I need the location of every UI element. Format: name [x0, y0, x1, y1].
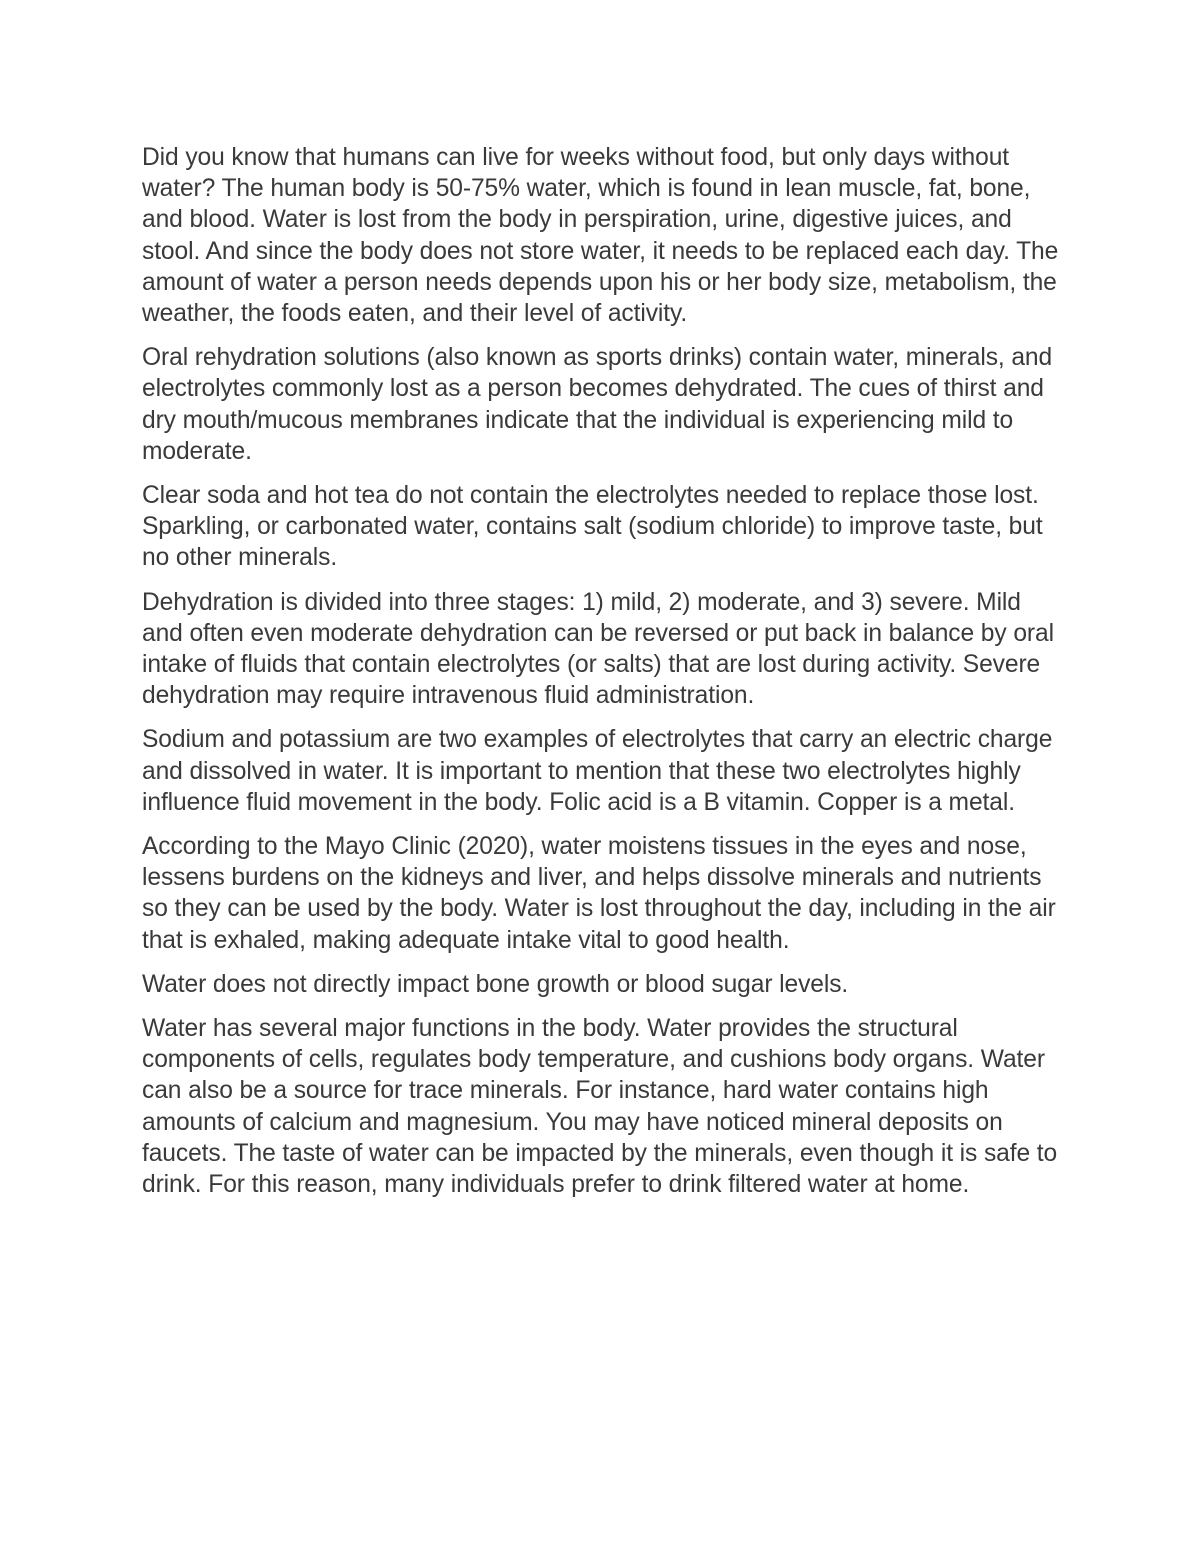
paragraph-clear-soda: Clear soda and hot tea do not contain the electrolytes needed to replace those lost. Sparkling, or carbonated water, contains salt (sodium chloride) to improve taste, but no other minerals. [142, 482, 1043, 572]
paragraph-bone-growth: Water does not directly impact bone growth or blood sugar levels. [142, 970, 849, 998]
paragraph-oral-rehydration: Oral rehydration solutions (also known as sports drinks) contain water, minerals, and electrolytes commonly lost as a person becomes dehydrated. The cues of thirst and dry mouth/mucous membranes indicate that the individual is experiencing mild to moderate. [142, 344, 1053, 465]
document-body [142, 142, 1067, 1213]
paragraph-dehydration-stages: Dehydration is divided into three stages: 1) mild, 2) moderate, and 3) severe. Mild and often even moderate dehydration can be reversed or put back in balance by oral intake of fluids that contain electrolytes (or salts) that are lost during activity. Severe dehydration may require intravenous fluid administration. [142, 588, 1054, 710]
paragraph-water-functions: Water has several major functions in the body. Water provides the structural components of cells, regulates body temperature, and cushions body organs. Water can also be a source for trace minerals. For instance, hard water contains high amounts of calcium and magnesium. You may have noticed mineral deposits on faucets. The taste of water can be impacted by the minerals, even though it is safe to drink. For this reason, many individuals prefer to drink filtered water at home. [142, 1015, 1058, 1199]
paragraph-electrolytes: Sodium and potassium are two examples of electrolytes that carry an electric charge and dissolved in water. It is important to mention that these two electrolytes highly influence fluid movement in the body. Folic acid is a B vitamin. Copper is a metal. [142, 726, 1053, 816]
paragraph-mayo-clinic: According to the Mayo Clinic (2020), water moistens tissues in the eyes and nose, lessens burdens on the kidneys and liver, and helps dissolve minerals and nutrients so they can be used by the body. Water is lost throughout the day, including in the air that is exhaled, making adequate intake vital to good health. [142, 833, 1056, 954]
paragraph-water-intro: Did you know that humans can live for weeks without food, but only days without water? The human body is 50-75% water, which is found in lean muscle, fat, bone, and blood. Water is lost from the body in perspiration, urine, digestive juices, and stool. And since the body does not store water, it needs to be replaced each day. The amount of water a person needs depends upon his or her body size, metabolism, the weather, the foods eaten, and their level of activity. [142, 144, 1059, 328]
